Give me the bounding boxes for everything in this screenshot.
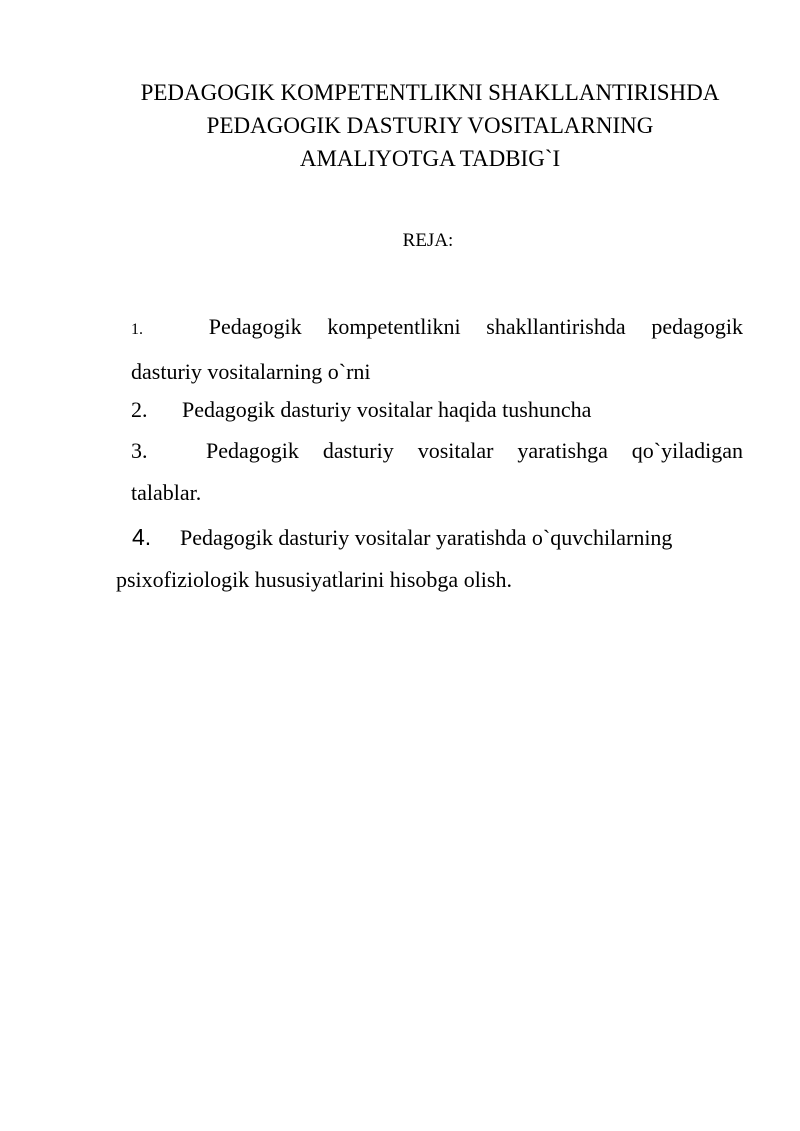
plan-item-1-line-2: dasturiy vositalarning o`rni [131, 359, 371, 384]
plan-item-1 [131, 306, 743, 393]
plan-item-4-number: 4. [132, 524, 152, 550]
title-line-2: PEDAGOGIK DASTURIY VOSITALARNING [206, 113, 654, 138]
plan-item-4-text: Pedagogik dasturiy vositalar yaratishda o`quvchilarning [180, 525, 673, 550]
title-line-1: PEDAGOGIK KOMPETENTLIKNI SHAKLLANTIRISHDA [140, 80, 720, 105]
plan-item-3-line-2: talablar. [131, 480, 202, 505]
plan-item-1-word: Pedagogik [208, 314, 302, 339]
plan-item-1-word: kompetentlikni [327, 314, 461, 339]
plan-item-2-text: Pedagogik dasturiy vositalar haqida tushuncha [182, 397, 592, 422]
plan-item-2-line-1 [131, 389, 743, 431]
plan-item-3-word: Pedagogik [205, 438, 299, 463]
plan-item-3-word: vositalar [417, 438, 494, 463]
plan-item-1-line-1 [131, 306, 743, 351]
plan-item-3-number: 3. [131, 438, 148, 463]
plan-item-3-word: yaratishga [517, 438, 608, 463]
plan-item-3-word: dasturiy [322, 438, 394, 463]
title-line-3: AMALIYOTGA TADBIG`I [299, 146, 561, 171]
plan-heading: REJA: [402, 230, 454, 251]
plan-item-1-number: 1. [131, 321, 143, 338]
plan-item-4 [116, 516, 756, 601]
plan-item-2 [131, 389, 743, 431]
plan-item-1-word: pedagogik [651, 314, 743, 339]
plan-item-2-number: 2. [131, 397, 148, 422]
plan-item-4-line-2: psixofiziologik hususiyatlarini hisobga olish. [116, 567, 512, 592]
plan-item-3-line-1 [131, 430, 743, 472]
plan-item-3 [131, 430, 743, 514]
plan-item-3-word: qo`yiladigan [631, 438, 743, 463]
plan-item-4-line-1 [116, 516, 756, 559]
plan-item-1-word: shakllantirishda [486, 314, 626, 339]
document-title [100, 76, 760, 175]
